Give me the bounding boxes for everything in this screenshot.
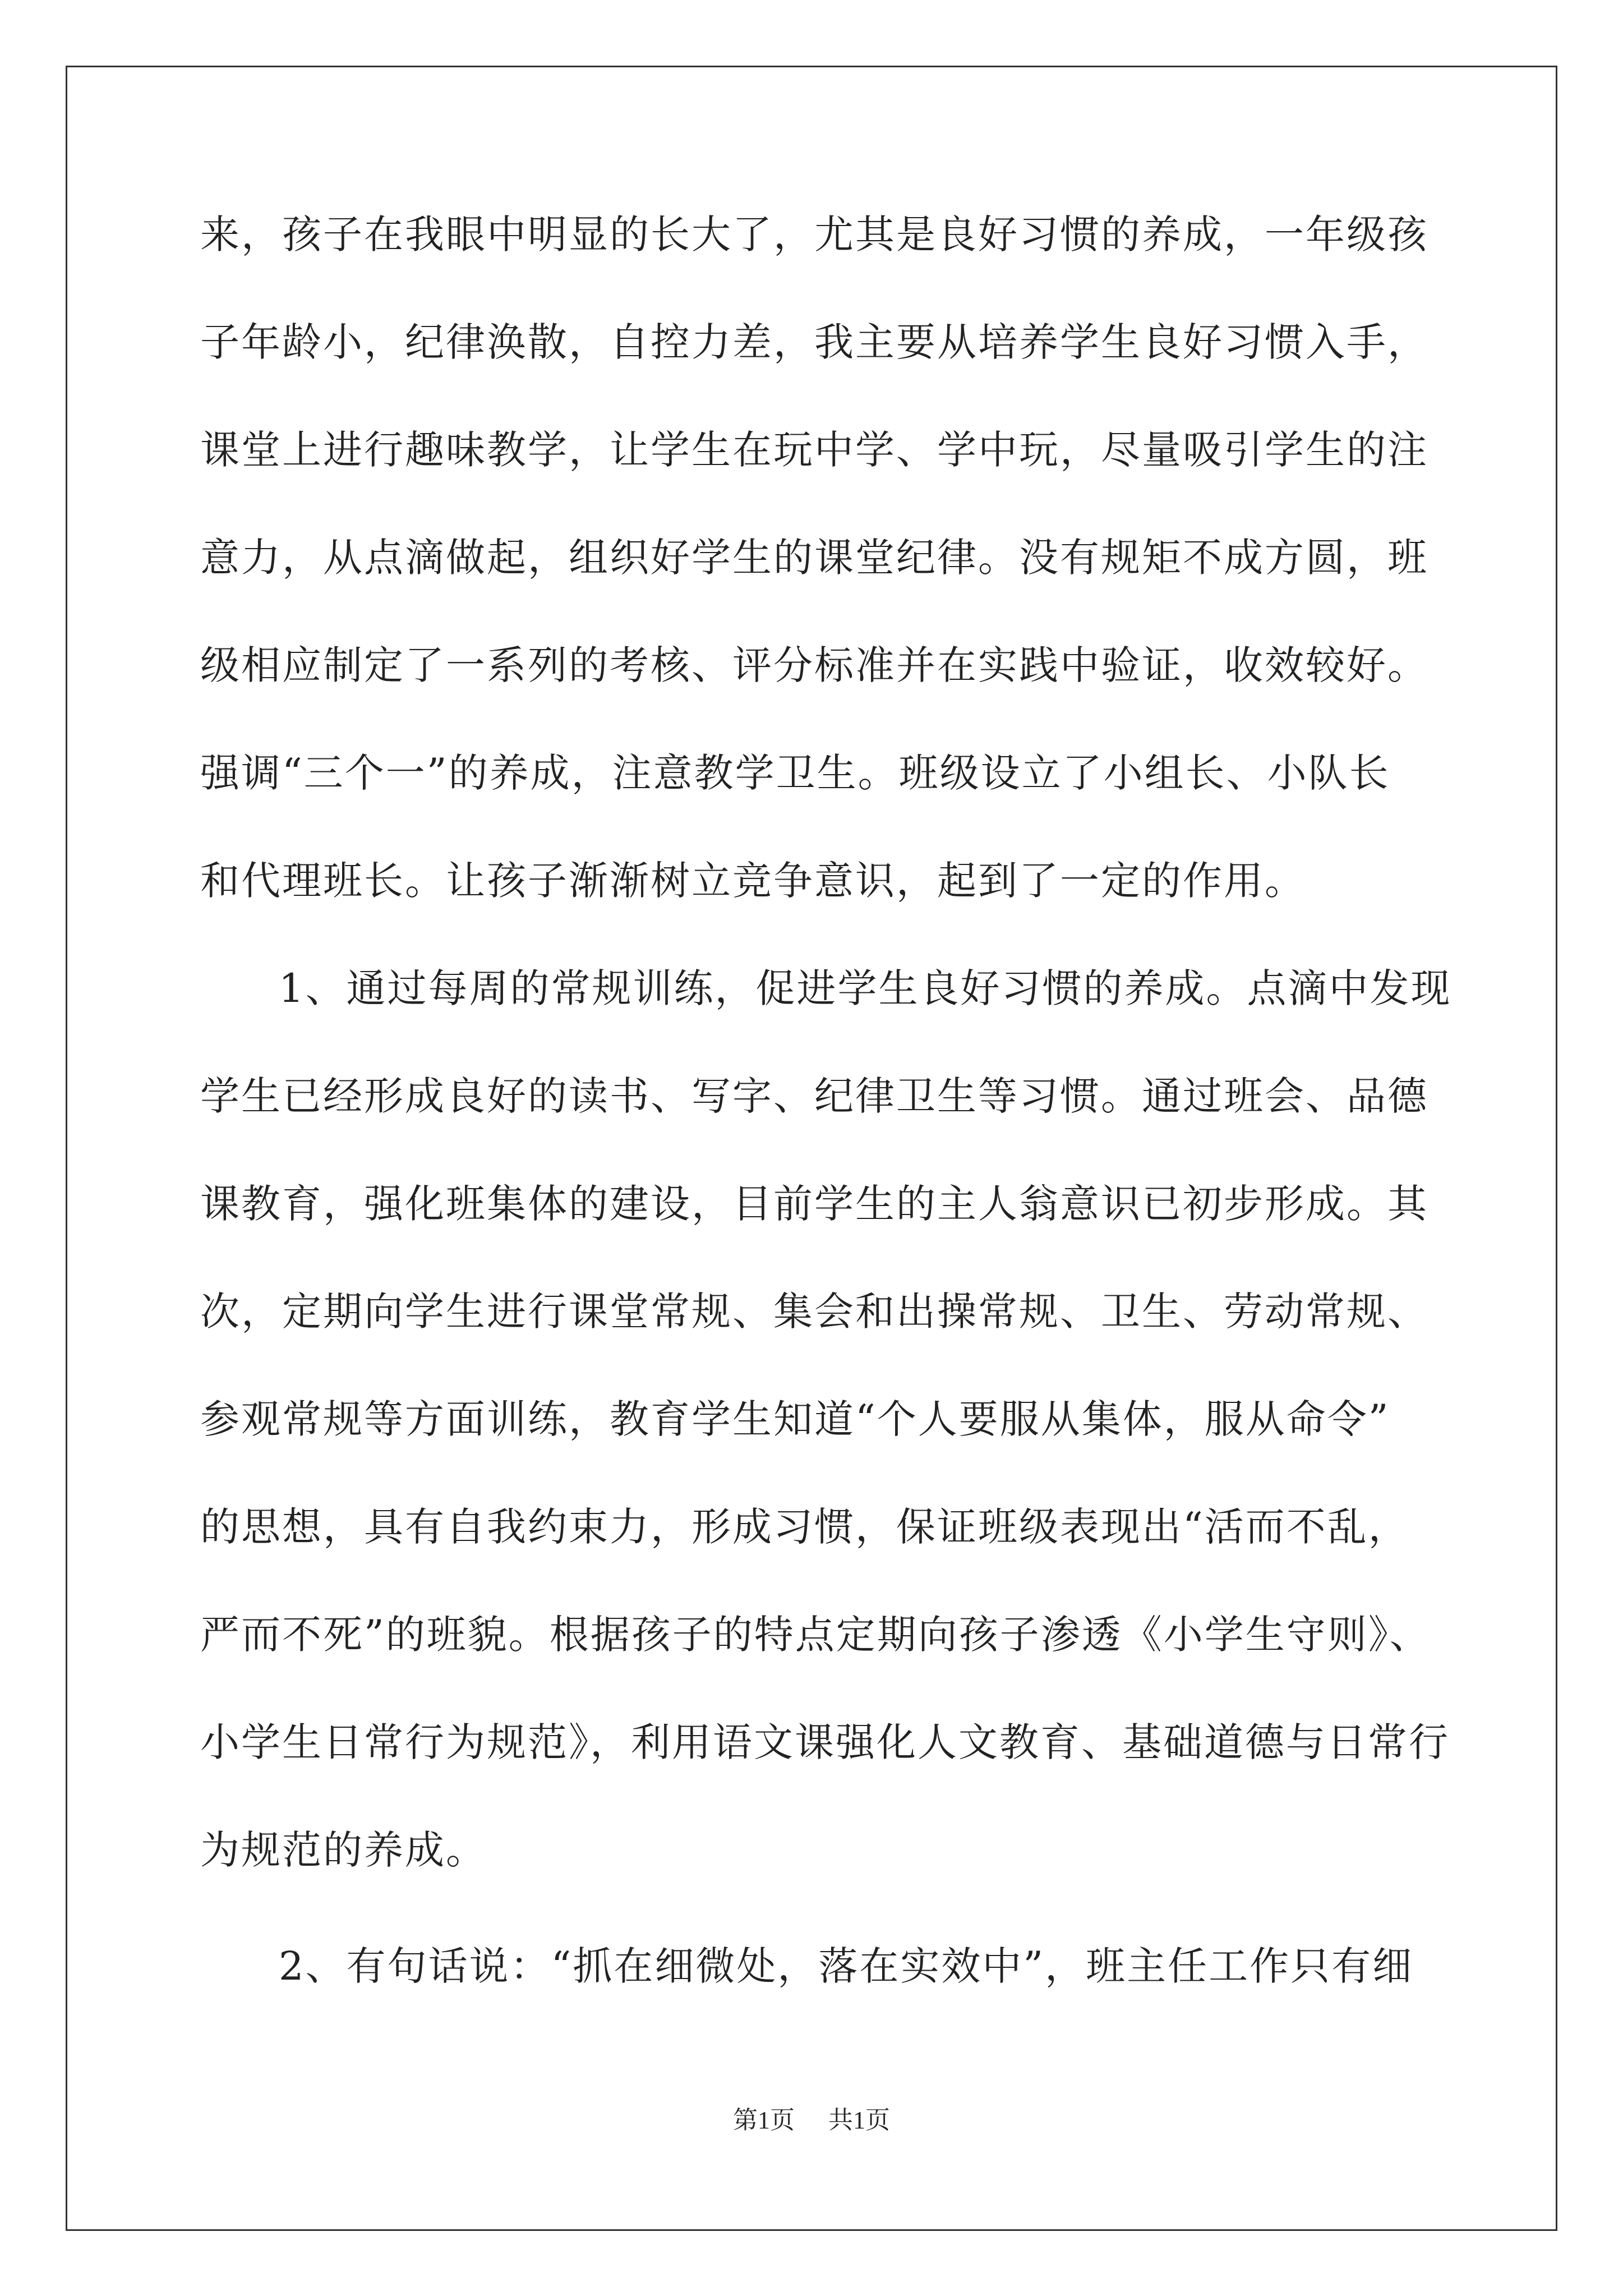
text-line: 意力，从点滴做起，组织好学生的课堂纪律。没有规矩不成方圆，班 bbox=[200, 535, 1428, 581]
text-line: 课堂上进行趣味教学，让学生在玩中学、学中玩，尽量吸引学生的注 bbox=[200, 427, 1428, 473]
text-line: 和代理班长。让孩子渐渐树立竞争意识，起到了一定的作用。 bbox=[200, 858, 1306, 904]
text-line: 的思想，具有自我约束力，形成习惯，保证班级表现出“活而不乱， bbox=[200, 1504, 1409, 1550]
text-line: 级相应制定了一系列的考核、评分标准并在实践中验证，收效较好。 bbox=[200, 642, 1428, 688]
text-line: 子年龄小，纪律涣散，自控力差，我主要从培养学生良好习惯入手， bbox=[200, 319, 1428, 365]
paragraph-1-start: 1、通过每周的常规训练，促进学生良好习惯的养成。点滴中发现 bbox=[279, 965, 1452, 1011]
text-line: 课教育，强化班集体的建设，目前学生的主人翁意识已初步形成。其 bbox=[200, 1181, 1428, 1227]
text-line: 为规范的养成。 bbox=[200, 1827, 487, 1873]
page-footer bbox=[0, 2106, 1623, 2134]
document-body bbox=[200, 211, 1452, 2054]
text-line: 强调“三个一”的养成，注意教学卫生。班级设立了小组长、小队长 bbox=[200, 750, 1390, 796]
paragraph-2-start: 2、有句话说：“抓在细微处，落在实效中”，班主任工作只有细 bbox=[279, 1943, 1414, 1989]
text-line: 学生已经形成良好的读书、写字、纪律卫生等习惯。通过班会、品德 bbox=[200, 1073, 1428, 1119]
text-line: 来，孩子在我眼中明显的长大了，尤其是良好习惯的养成，一年级孩 bbox=[200, 211, 1428, 257]
text-line: 次，定期向学生进行课堂常规、集会和出操常规、卫生、劳动常规、 bbox=[200, 1289, 1428, 1335]
page-number-current: 第1页 bbox=[733, 2106, 795, 2134]
text-line: 参观常规等方面训练，教育学生知道“个人要服从集体，服从命令” bbox=[200, 1396, 1390, 1442]
text-line: 严而不死”的班貌。根据孩子的特点定期向孩子渗透《小学生守则》、 bbox=[200, 1612, 1431, 1658]
page-number-total: 共1页 bbox=[828, 2106, 890, 2134]
text-line: 小学生日常行为规范》，利用语文课强化人文教育、基础道德与日常行 bbox=[200, 1719, 1450, 1765]
